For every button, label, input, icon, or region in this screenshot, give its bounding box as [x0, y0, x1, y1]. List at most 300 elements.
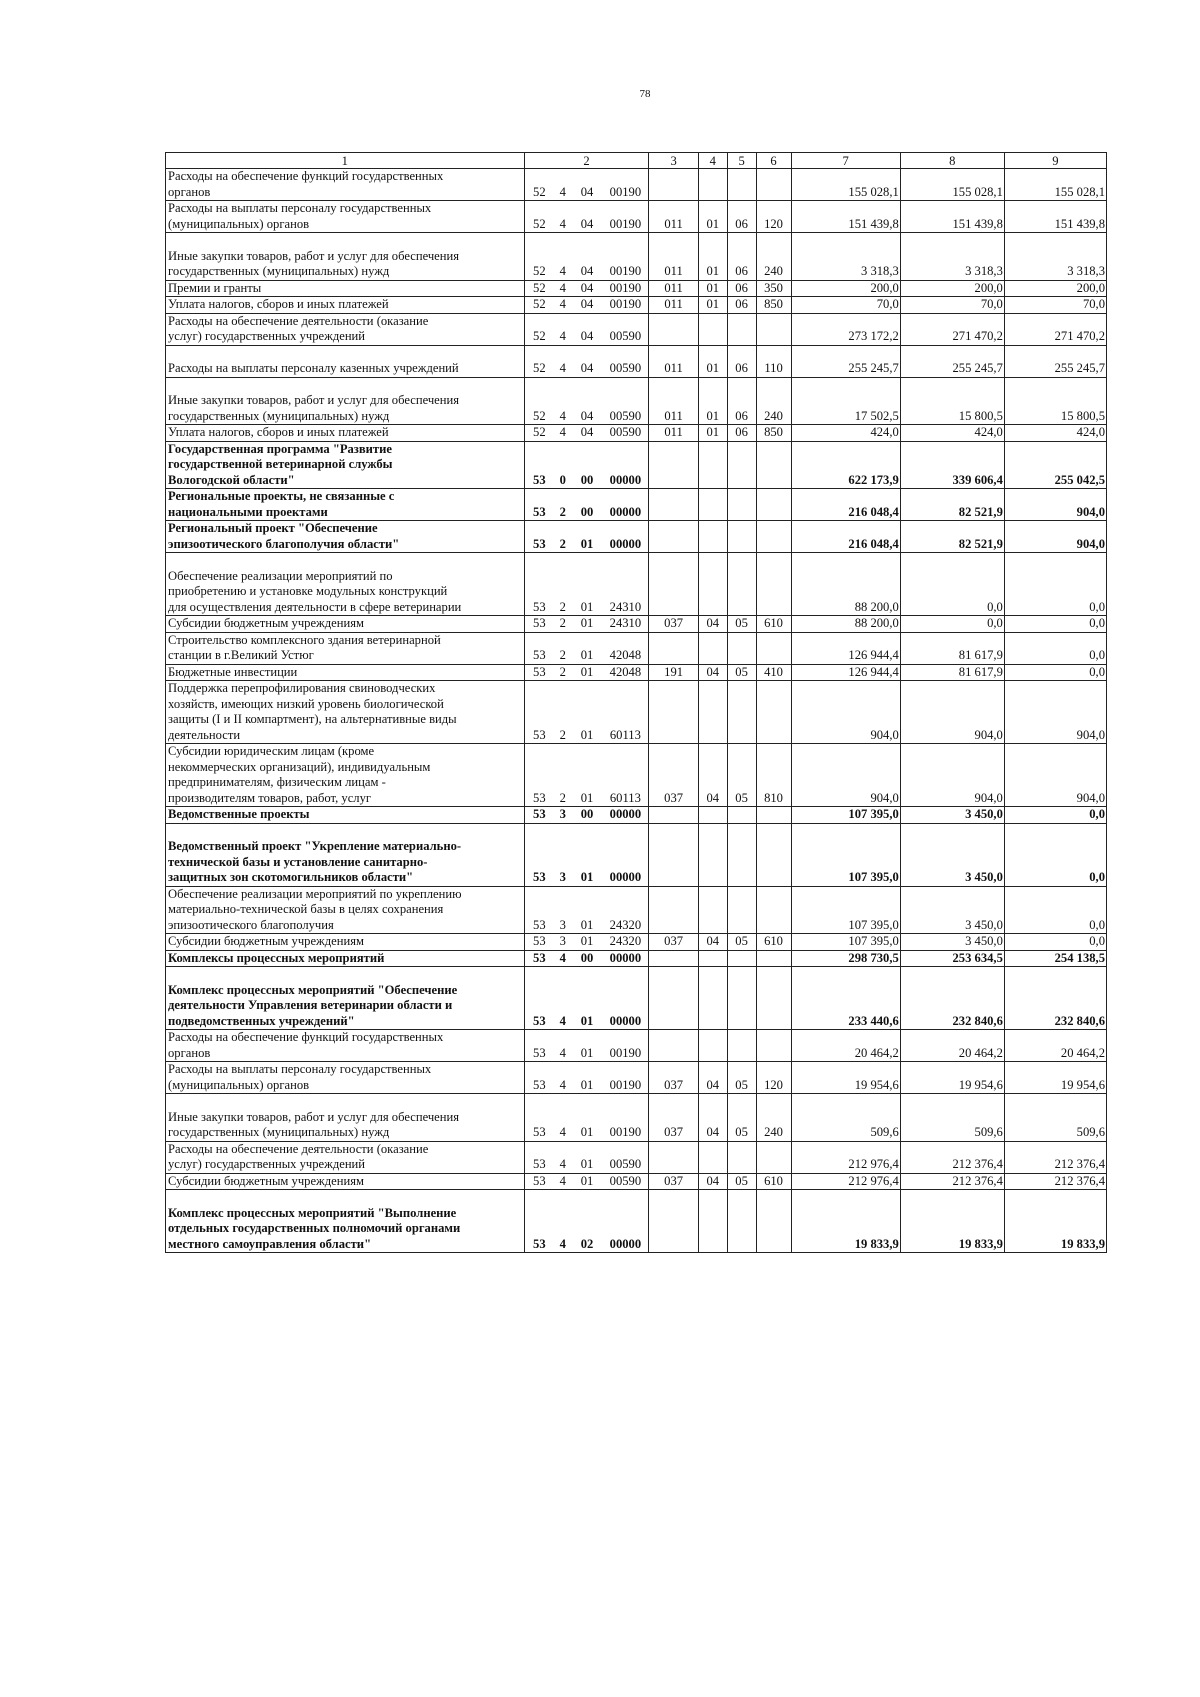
code-part-4: 00000 — [602, 441, 648, 489]
col-4-cell — [698, 950, 727, 967]
col-7-value: 216 048,4 — [791, 489, 900, 521]
col-5-cell — [727, 807, 756, 824]
row-name-line: подведомственных учреждений" — [168, 1013, 355, 1028]
col-5-cell — [727, 823, 756, 886]
table-row — [166, 1030, 1107, 1062]
col-5-cell — [727, 169, 756, 201]
code-part-2: 2 — [554, 664, 572, 681]
row-name-line — [168, 967, 522, 983]
code-part-1: 53 — [524, 521, 554, 553]
col-5-cell: 06 — [727, 345, 756, 377]
table-row — [166, 681, 1107, 744]
row-name-line: материально-технической базы в целях сохранения — [168, 902, 444, 916]
code-part-2: 3 — [554, 807, 572, 824]
col-3-cell: 011 — [649, 345, 698, 377]
col-6-cell: 610 — [756, 616, 791, 633]
row-name — [166, 1094, 525, 1142]
row-name-line: производителям товаров, работ, услуг — [168, 790, 372, 805]
code-part-2: 4 — [554, 950, 572, 967]
col-4-cell: 01 — [698, 201, 727, 233]
row-name — [166, 681, 525, 744]
table-row — [166, 967, 1107, 1030]
row-name — [166, 823, 525, 886]
row-name-line: Уплата налогов, сборов и иных платежей — [168, 425, 389, 439]
col-3-cell — [649, 313, 698, 345]
col-8-value: 82 521,9 — [900, 521, 1004, 553]
col-5-cell: 05 — [727, 1062, 756, 1094]
table-row — [166, 1062, 1107, 1094]
col-5-cell: 05 — [727, 934, 756, 951]
code-part-3: 01 — [572, 1094, 603, 1142]
row-name-line: Строительство комплексного здания ветеринарной — [168, 632, 441, 647]
col-4-cell: 01 — [698, 233, 727, 281]
row-name-line: Обеспечение реализации мероприятий по укреплению — [168, 886, 462, 901]
col-4-cell: 01 — [698, 345, 727, 377]
col-9-value: 255 042,5 — [1004, 441, 1106, 489]
code-part-3: 04 — [572, 297, 603, 314]
col-6-cell — [756, 886, 791, 934]
col-3-cell: 037 — [649, 744, 698, 807]
row-name-line: Комплекс процессных мероприятий "Обеспечение — [168, 982, 458, 997]
row-name-line: защиты (I и II компартмент), на альтернативные виды — [168, 712, 457, 726]
code-part-1: 52 — [524, 297, 554, 314]
row-name-line: Расходы на выплаты персоналу государственных — [168, 201, 432, 215]
row-name-line: Расходы на выплаты персоналу казенных учреждений — [168, 361, 459, 375]
table-row — [166, 616, 1107, 633]
col-9-value: 904,0 — [1004, 489, 1106, 521]
table-row — [166, 744, 1107, 807]
row-name-line: Субсидии бюджетным учреждениям — [168, 1173, 364, 1188]
row-name-line: (муниципальных) органов — [168, 1077, 310, 1092]
code-part-1: 53 — [524, 616, 554, 633]
code-part-1: 52 — [524, 233, 554, 281]
code-part-2: 4 — [554, 1062, 572, 1094]
col-8-value: 212 376,4 — [900, 1141, 1004, 1173]
row-name-line — [168, 378, 522, 394]
code-part-2: 4 — [554, 1173, 572, 1190]
code-part-2: 0 — [554, 441, 572, 489]
col-7-value: 107 395,0 — [791, 934, 900, 951]
col-8-value: 82 521,9 — [900, 489, 1004, 521]
header-col-6: 6 — [756, 153, 791, 169]
col-3-cell: 191 — [649, 664, 698, 681]
header-col-2: 2 — [524, 153, 649, 169]
row-name — [166, 1190, 525, 1253]
table-row — [166, 934, 1107, 951]
col-8-value: 904,0 — [900, 681, 1004, 744]
col-4-cell: 04 — [698, 744, 727, 807]
col-3-cell — [649, 1190, 698, 1253]
code-part-3: 01 — [572, 934, 603, 951]
table-row — [166, 1190, 1107, 1253]
col-4-cell — [698, 1030, 727, 1062]
col-4-cell — [698, 967, 727, 1030]
code-part-4: 00590 — [602, 313, 648, 345]
row-name — [166, 441, 525, 489]
col-3-cell — [649, 1030, 698, 1062]
row-name — [166, 664, 525, 681]
col-9-value: 0,0 — [1004, 807, 1106, 824]
row-name — [166, 377, 525, 425]
col-6-cell — [756, 489, 791, 521]
col-5-cell — [727, 1190, 756, 1253]
row-name — [166, 934, 525, 951]
col-8-value: 70,0 — [900, 297, 1004, 314]
row-name-line: Государственная программа "Развитие — [168, 441, 392, 456]
row-name-line: Иные закупки товаров, работ и услуг для обеспечения — [168, 1109, 460, 1124]
col-7-value: 126 944,4 — [791, 632, 900, 664]
row-name — [166, 345, 525, 377]
code-part-1: 53 — [524, 681, 554, 744]
code-part-1: 53 — [524, 553, 554, 616]
col-8-value: 200,0 — [900, 280, 1004, 297]
row-name-line: предпринимателям, физическим лицам - — [168, 775, 386, 789]
col-8-value: 509,6 — [900, 1094, 1004, 1142]
row-name-line: Региональные проекты, не связанные с — [168, 489, 395, 503]
col-7-value: 70,0 — [791, 297, 900, 314]
header-col-3: 3 — [649, 153, 698, 169]
col-5-cell — [727, 1141, 756, 1173]
col-7-value: 200,0 — [791, 280, 900, 297]
col-4-cell: 04 — [698, 1173, 727, 1190]
code-part-3: 00 — [572, 807, 603, 824]
col-5-cell — [727, 967, 756, 1030]
code-part-1: 53 — [524, 1030, 554, 1062]
code-part-1: 53 — [524, 1062, 554, 1094]
row-name-line — [168, 1094, 522, 1110]
col-3-cell: 011 — [649, 280, 698, 297]
col-7-value: 212 976,4 — [791, 1141, 900, 1173]
code-part-3: 01 — [572, 664, 603, 681]
col-6-cell: 240 — [756, 233, 791, 281]
code-part-4: 00000 — [602, 950, 648, 967]
code-part-4: 00190 — [602, 169, 648, 201]
col-3-cell — [649, 823, 698, 886]
code-part-2: 3 — [554, 886, 572, 934]
col-3-cell — [649, 489, 698, 521]
code-part-3: 01 — [572, 823, 603, 886]
col-8-value: 255 245,7 — [900, 345, 1004, 377]
col-9-value: 19 954,6 — [1004, 1062, 1106, 1094]
col-9-value: 19 833,9 — [1004, 1190, 1106, 1253]
col-3-cell: 037 — [649, 616, 698, 633]
row-name-line: Субсидии бюджетным учреждениям — [168, 616, 364, 630]
col-7-value: 233 440,6 — [791, 967, 900, 1030]
col-4-cell: 04 — [698, 1094, 727, 1142]
code-part-4: 00190 — [602, 201, 648, 233]
col-3-cell — [649, 950, 698, 967]
col-6-cell — [756, 553, 791, 616]
code-part-4: 00000 — [602, 807, 648, 824]
col-6-cell: 610 — [756, 1173, 791, 1190]
header-col-9: 9 — [1004, 153, 1106, 169]
col-4-cell: 01 — [698, 425, 727, 442]
col-9-value: 0,0 — [1004, 886, 1106, 934]
col-4-cell — [698, 489, 727, 521]
code-part-4: 00590 — [602, 345, 648, 377]
col-7-value: 216 048,4 — [791, 521, 900, 553]
code-part-2: 4 — [554, 233, 572, 281]
col-9-value: 0,0 — [1004, 632, 1106, 664]
col-7-value: 107 395,0 — [791, 823, 900, 886]
code-part-4: 00000 — [602, 1190, 648, 1253]
col-7-value: 509,6 — [791, 1094, 900, 1142]
col-8-value: 155 028,1 — [900, 169, 1004, 201]
col-3-cell — [649, 807, 698, 824]
code-part-2: 2 — [554, 744, 572, 807]
row-name-line: деятельности — [168, 727, 241, 742]
col-5-cell — [727, 313, 756, 345]
col-4-cell — [698, 1141, 727, 1173]
row-name-line — [168, 346, 522, 362]
code-part-2: 4 — [554, 201, 572, 233]
code-part-3: 04 — [572, 345, 603, 377]
row-name-line: органов — [168, 1045, 211, 1060]
code-part-3: 01 — [572, 521, 603, 553]
row-name-line: Расходы на обеспечение деятельности (оказание — [168, 313, 429, 328]
table-row — [166, 553, 1107, 616]
col-9-value: 904,0 — [1004, 744, 1106, 807]
col-6-cell: 120 — [756, 201, 791, 233]
code-part-2: 3 — [554, 823, 572, 886]
row-name — [166, 632, 525, 664]
page-number: 78 — [639, 88, 651, 100]
code-part-2: 4 — [554, 1190, 572, 1253]
row-name — [166, 744, 525, 807]
code-part-1: 53 — [524, 950, 554, 967]
row-name — [166, 616, 525, 633]
row-name-line: национальными проектами — [168, 504, 328, 519]
col-3-cell: 011 — [649, 297, 698, 314]
code-part-3: 01 — [572, 1173, 603, 1190]
code-part-4: 24310 — [602, 553, 648, 616]
col-3-cell — [649, 1141, 698, 1173]
table-row — [166, 489, 1107, 521]
code-part-3: 01 — [572, 1141, 603, 1173]
col-6-cell: 850 — [756, 425, 791, 442]
col-4-cell — [698, 313, 727, 345]
row-name-line: органов — [168, 184, 211, 199]
col-6-cell — [756, 169, 791, 201]
col-8-value: 212 376,4 — [900, 1173, 1004, 1190]
row-name-line: Расходы на выплаты персоналу государственных — [168, 1062, 432, 1076]
row-name-line: Иные закупки товаров, работ и услуг для обеспечения — [168, 393, 460, 407]
row-name-line: для осуществления деятельности в сфере ветеринарии — [168, 599, 462, 614]
col-6-cell — [756, 1030, 791, 1062]
code-part-3: 01 — [572, 632, 603, 664]
col-3-cell: 037 — [649, 934, 698, 951]
col-7-value: 3 318,3 — [791, 233, 900, 281]
col-3-cell — [649, 886, 698, 934]
row-name — [166, 201, 525, 233]
row-name-line: государственных (муниципальных) нужд — [168, 264, 390, 278]
col-9-value: 424,0 — [1004, 425, 1106, 442]
code-part-1: 53 — [524, 807, 554, 824]
code-part-1: 52 — [524, 280, 554, 297]
code-part-1: 53 — [524, 744, 554, 807]
row-name — [166, 297, 525, 314]
row-name — [166, 280, 525, 297]
row-name-line: Премии и гранты — [168, 280, 262, 295]
table-row — [166, 297, 1107, 314]
code-part-1: 52 — [524, 425, 554, 442]
table-row — [166, 280, 1107, 297]
col-3-cell — [649, 441, 698, 489]
col-9-value: 0,0 — [1004, 553, 1106, 616]
col-3-cell: 037 — [649, 1173, 698, 1190]
col-4-cell: 04 — [698, 1062, 727, 1094]
col-9-value: 0,0 — [1004, 616, 1106, 633]
col-6-cell: 850 — [756, 297, 791, 314]
code-part-3: 01 — [572, 1030, 603, 1062]
code-part-4: 00190 — [602, 297, 648, 314]
row-name-line: Уплата налогов, сборов и иных платежей — [168, 297, 389, 311]
col-5-cell: 06 — [727, 297, 756, 314]
code-part-1: 53 — [524, 441, 554, 489]
code-part-3: 04 — [572, 280, 603, 297]
col-5-cell — [727, 886, 756, 934]
code-part-2: 2 — [554, 521, 572, 553]
col-4-cell — [698, 807, 727, 824]
col-9-value: 904,0 — [1004, 681, 1106, 744]
row-name — [166, 1173, 525, 1190]
code-part-2: 4 — [554, 377, 572, 425]
row-name-line — [168, 1190, 522, 1206]
col-7-value: 88 200,0 — [791, 553, 900, 616]
code-part-3: 04 — [572, 169, 603, 201]
col-7-value: 20 464,2 — [791, 1030, 900, 1062]
col-6-cell: 110 — [756, 345, 791, 377]
code-part-1: 53 — [524, 934, 554, 951]
row-name-line: Расходы на обеспечение функций государственных — [168, 1030, 444, 1044]
col-9-value: 151 439,8 — [1004, 201, 1106, 233]
code-part-1: 52 — [524, 377, 554, 425]
col-8-value: 81 617,9 — [900, 664, 1004, 681]
code-part-3: 01 — [572, 1062, 603, 1094]
col-8-value: 3 450,0 — [900, 807, 1004, 824]
row-name-line: Ведомственные проекты — [168, 807, 310, 821]
row-name-line: защитных зон скотомогильников области" — [168, 870, 414, 884]
row-name-line: приобретению и установке модульных конструкций — [168, 584, 448, 598]
code-part-3: 01 — [572, 886, 603, 934]
row-name-line: технической базы и установление санитарно- — [168, 854, 428, 869]
col-7-value: 107 395,0 — [791, 807, 900, 824]
header-col-1: 1 — [166, 153, 525, 169]
budget-table — [165, 152, 1107, 1253]
col-5-cell: 06 — [727, 425, 756, 442]
col-5-cell: 05 — [727, 1094, 756, 1142]
code-part-3: 01 — [572, 681, 603, 744]
col-7-value: 904,0 — [791, 681, 900, 744]
table-row — [166, 823, 1107, 886]
row-name-line: услуг) государственных учреждений — [168, 1157, 366, 1171]
col-8-value: 19 833,9 — [900, 1190, 1004, 1253]
code-part-3: 00 — [572, 950, 603, 967]
col-3-cell: 037 — [649, 1094, 698, 1142]
row-name-line: станции в г.Великий Устюг — [168, 648, 314, 662]
col-7-value: 107 395,0 — [791, 886, 900, 934]
row-name-line: Субсидии бюджетным учреждениям — [168, 934, 364, 948]
col-9-value: 904,0 — [1004, 521, 1106, 553]
col-8-value: 3 450,0 — [900, 823, 1004, 886]
code-part-3: 00 — [572, 489, 603, 521]
col-6-cell — [756, 967, 791, 1030]
code-part-4: 24310 — [602, 616, 648, 633]
code-part-2: 2 — [554, 553, 572, 616]
col-8-value: 15 800,5 — [900, 377, 1004, 425]
row-name-line — [168, 233, 522, 249]
col-9-value: 232 840,6 — [1004, 967, 1106, 1030]
col-9-value: 0,0 — [1004, 823, 1106, 886]
col-6-cell: 120 — [756, 1062, 791, 1094]
col-5-cell — [727, 681, 756, 744]
code-part-1: 53 — [524, 664, 554, 681]
code-part-3: 01 — [572, 553, 603, 616]
col-8-value: 0,0 — [900, 616, 1004, 633]
header-col-8: 8 — [900, 153, 1004, 169]
col-7-value: 88 200,0 — [791, 616, 900, 633]
col-7-value: 19 833,9 — [791, 1190, 900, 1253]
row-name-line: Комплексы процессных мероприятий — [168, 950, 385, 965]
row-name-line: деятельности Управления ветеринарии области и — [168, 998, 453, 1012]
col-8-value: 0,0 — [900, 553, 1004, 616]
col-6-cell — [756, 1141, 791, 1173]
col-9-value: 15 800,5 — [1004, 377, 1106, 425]
code-part-4: 00190 — [602, 280, 648, 297]
code-part-3: 04 — [572, 233, 603, 281]
code-part-2: 4 — [554, 1094, 572, 1142]
col-6-cell — [756, 807, 791, 824]
header-col-7: 7 — [791, 153, 900, 169]
code-part-4: 00000 — [602, 489, 648, 521]
code-part-2: 2 — [554, 632, 572, 664]
col-8-value: 20 464,2 — [900, 1030, 1004, 1062]
col-4-cell — [698, 521, 727, 553]
col-5-cell — [727, 1030, 756, 1062]
code-part-4: 60113 — [602, 744, 648, 807]
code-part-4: 24320 — [602, 886, 648, 934]
row-name-line: эпизоотического благополучия области" — [168, 536, 400, 551]
col-7-value: 155 028,1 — [791, 169, 900, 201]
col-7-value: 17 502,5 — [791, 377, 900, 425]
col-8-value: 81 617,9 — [900, 632, 1004, 664]
code-part-4: 00590 — [602, 425, 648, 442]
table-row — [166, 521, 1107, 553]
col-4-cell — [698, 886, 727, 934]
col-6-cell — [756, 313, 791, 345]
col-3-cell: 011 — [649, 377, 698, 425]
code-part-2: 4 — [554, 425, 572, 442]
table-row — [166, 345, 1107, 377]
row-name-line: Субсидии юридическим лицам (кроме — [168, 744, 375, 758]
col-5-cell — [727, 632, 756, 664]
col-6-cell — [756, 1190, 791, 1253]
row-name-line: эпизоотического благополучия — [168, 917, 334, 932]
code-part-1: 53 — [524, 1094, 554, 1142]
row-name-line: Иные закупки товаров, работ и услуг для обеспечения — [168, 248, 460, 263]
code-part-4: 00590 — [602, 1141, 648, 1173]
col-8-value: 3 318,3 — [900, 233, 1004, 281]
row-name-line: государственных (муниципальных) нужд — [168, 1125, 390, 1139]
code-part-3: 04 — [572, 425, 603, 442]
code-part-1: 53 — [524, 823, 554, 886]
col-7-value: 212 976,4 — [791, 1173, 900, 1190]
col-9-value: 155 028,1 — [1004, 169, 1106, 201]
row-name-line: Поддержка перепрофилирования свиноводческих — [168, 681, 436, 695]
col-6-cell: 240 — [756, 377, 791, 425]
col-4-cell — [698, 553, 727, 616]
row-name-line: Бюджетные инвестиции — [168, 664, 298, 679]
